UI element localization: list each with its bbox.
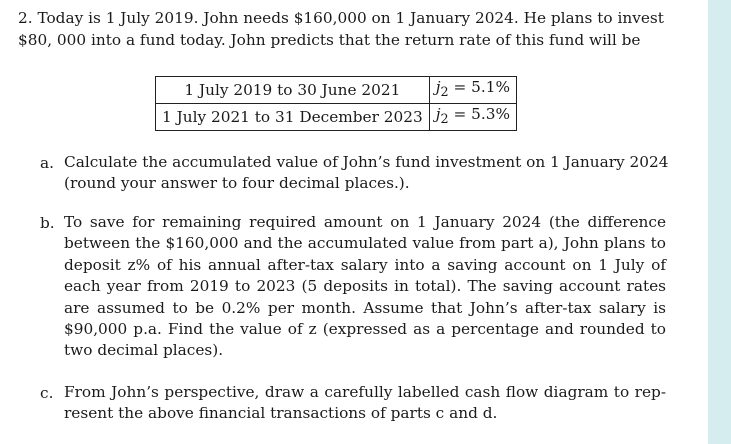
part-b-line: between the $160,000 and the accumulated value from part a), John plans to [64,234,666,253]
part-c-text [64,382,666,425]
rate-value: = 5.3% [448,105,510,124]
table-row [156,104,517,131]
question-intro-line-2: $80, 000 into a fund today. John predicts that the return rate of this fund will be [18,31,641,49]
table-cell-rate [429,77,516,104]
rate-subscript: 2 [440,85,449,101]
rate-subscript: 2 [440,112,449,128]
question-intro-line-1: 2. Today is 1 July 2019. John needs $160,000 on 1 January 2024. He plans to invest [18,9,664,27]
part-b-line: $90,000 p.a. Find the value of z (expressed as a percentage and rounded to [64,319,666,338]
part-b-line: deposit z% of his annual after-tax salary into a saving account on 1 July of [64,255,666,274]
part-a-line: (round your answer to four decimal places.). [64,174,410,193]
table-row [156,77,517,104]
rate-symbol: j [435,78,441,96]
side-panel [708,0,731,444]
part-c-line: resent the above financial transactions of parts c and d. [64,404,498,423]
rate-symbol: j [435,105,441,124]
part-b-text [64,212,666,362]
table-cell-period: 1 July 2021 to 31 December 2023 [156,104,430,131]
part-b-line: To save for remaining required amount on 1 January 2024 (the difference [64,213,666,231]
part-a-label: a. [40,154,54,172]
part-a-text [64,152,669,195]
rate-table [155,76,517,131]
table-cell-period: 1 July 2019 to 30 June 2021 [156,77,430,104]
table-cell-rate [429,104,516,131]
part-b-line: two decimal places). [64,341,224,360]
part-a-line: Calculate the accumulated value of John’s fund investment on 1 January 2024 [64,153,669,171]
rate-value: = 5.1% [448,78,510,96]
part-c-line: From John’s perspective, draw a carefully labelled cash flow diagram to rep- [64,383,666,401]
part-b-label: b. [40,214,55,232]
part-b-line: each year from 2019 to 2023 (5 deposits in total). The saving account rates [64,277,666,296]
part-b-line: are assumed to be 0.2% per month. Assume that John’s after-tax salary is [64,298,666,317]
part-c-label: c. [40,384,54,402]
